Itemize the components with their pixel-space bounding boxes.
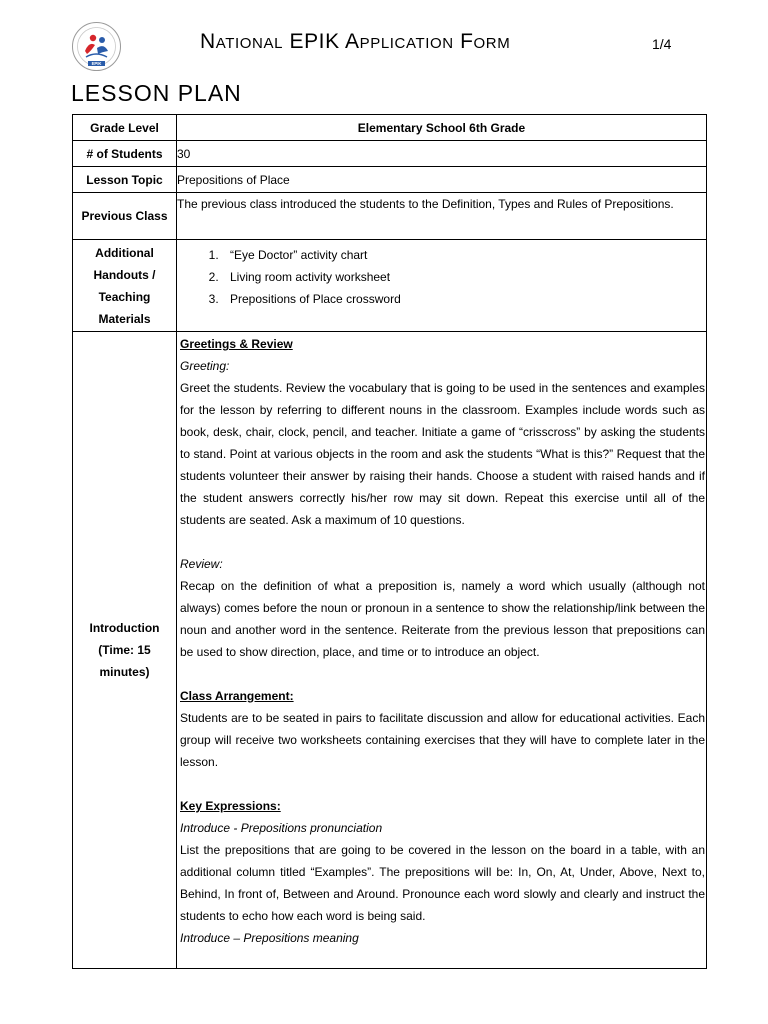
list-item: 2. Living room activity worksheet bbox=[222, 266, 706, 288]
introduction-label-line: minutes) bbox=[99, 665, 150, 679]
topic-value: Prepositions of Place bbox=[177, 167, 707, 193]
key-subheading-pronunciation: Introduce - Prepositions pronunciation bbox=[180, 820, 383, 835]
review-label: Review: bbox=[180, 556, 223, 571]
materials-list bbox=[177, 244, 706, 310]
previous-class-label: Previous Class bbox=[73, 193, 177, 240]
page-number: 1/4 bbox=[652, 36, 672, 52]
document-title: LESSON PLAN bbox=[71, 80, 242, 106]
form-title: National EPIK Application Form bbox=[200, 30, 511, 53]
list-item: 1. “Eye Doctor” activity chart bbox=[222, 244, 706, 266]
review-text: Recap on the definition of what a preposition is, namely a word which usually (although not always) comes before the noun or pronoun in a sentence to show the relationship/link between the noun and another word in the sentence. Reiterate from the previous lesson that prepositions can be used to show direction, place, and time or to introduce an object. bbox=[180, 578, 705, 659]
students-value: 30 bbox=[177, 141, 707, 167]
materials-label-line: Additional bbox=[95, 245, 154, 260]
key-subheading-meaning: Introduce – Prepositions meaning bbox=[180, 930, 359, 945]
materials-value bbox=[177, 240, 707, 332]
lesson-plan-table bbox=[72, 114, 707, 969]
table-row bbox=[73, 332, 707, 969]
greeting-label: Greeting: bbox=[180, 359, 230, 373]
table-row bbox=[73, 141, 707, 167]
svg-text:EPIK: EPIK bbox=[91, 61, 102, 67]
topic-label: Lesson Topic bbox=[73, 167, 177, 193]
table-row bbox=[73, 115, 707, 141]
introduction-label-line: Introduction bbox=[89, 621, 160, 635]
epik-logo bbox=[71, 21, 122, 72]
materials-label-line: Teaching bbox=[98, 289, 151, 304]
greeting-text: Greet the students. Review the vocabulary that is going to be used in the sentences and examples for the lesson by referring to different nouns in the classroom. Examples include words such as book, desk, chair, clock, pencil, and teacher. Initiate a game of “crisscross” by asking the students to stand. Point at various objects in the room and ask the students “What is this?” Request that the students volunteer their answer by raising their hands. Choose a student with raised hands and if the student answers correctly his/her row may sit down. Repeat this exercise until all of the students are seated. Ask a maximum of 10 questions. bbox=[180, 381, 705, 527]
table-row bbox=[73, 240, 707, 332]
students-label: # of Students bbox=[73, 141, 177, 167]
materials-label bbox=[73, 240, 177, 332]
greetings-heading: Greetings & Review bbox=[180, 337, 293, 351]
introduction-label-line: (Time: 15 bbox=[98, 643, 151, 657]
key-expressions-text: List the prepositions that are going to be covered in the lesson on the board in a table, with an additional column titled “Examples”. The prepositions will be: In, On, At, Under, Above, Next to, Behind, In front of, Between and Around. Pronounce each word slowly and clearly and instruct the students to echo how each word is being said. bbox=[180, 842, 705, 923]
grade-level-label: Grade Level bbox=[73, 115, 177, 141]
key-expressions-heading: Key Expressions: bbox=[180, 798, 281, 813]
grade-level-value: Elementary School 6th Grade bbox=[177, 115, 707, 141]
arrangement-heading: Class Arrangement: bbox=[180, 688, 294, 703]
previous-class-value: The previous class introduced the students to the Definition, Types and Rules of Prepositions. bbox=[177, 193, 707, 240]
table-row bbox=[73, 167, 707, 193]
materials-label-line: Handouts / bbox=[93, 267, 156, 282]
materials-label-line: Materials bbox=[98, 311, 151, 326]
table-row bbox=[73, 193, 707, 240]
list-item: 3. Prepositions of Place crossword bbox=[222, 288, 706, 310]
arrangement-text: Students are to be seated in pairs to facilitate discussion and allow for educational activities. Each group will receive two worksheets containing exercises that they will have to complete later in the lesson. bbox=[180, 710, 705, 769]
introduction-label bbox=[73, 332, 177, 969]
introduction-content bbox=[177, 332, 707, 969]
